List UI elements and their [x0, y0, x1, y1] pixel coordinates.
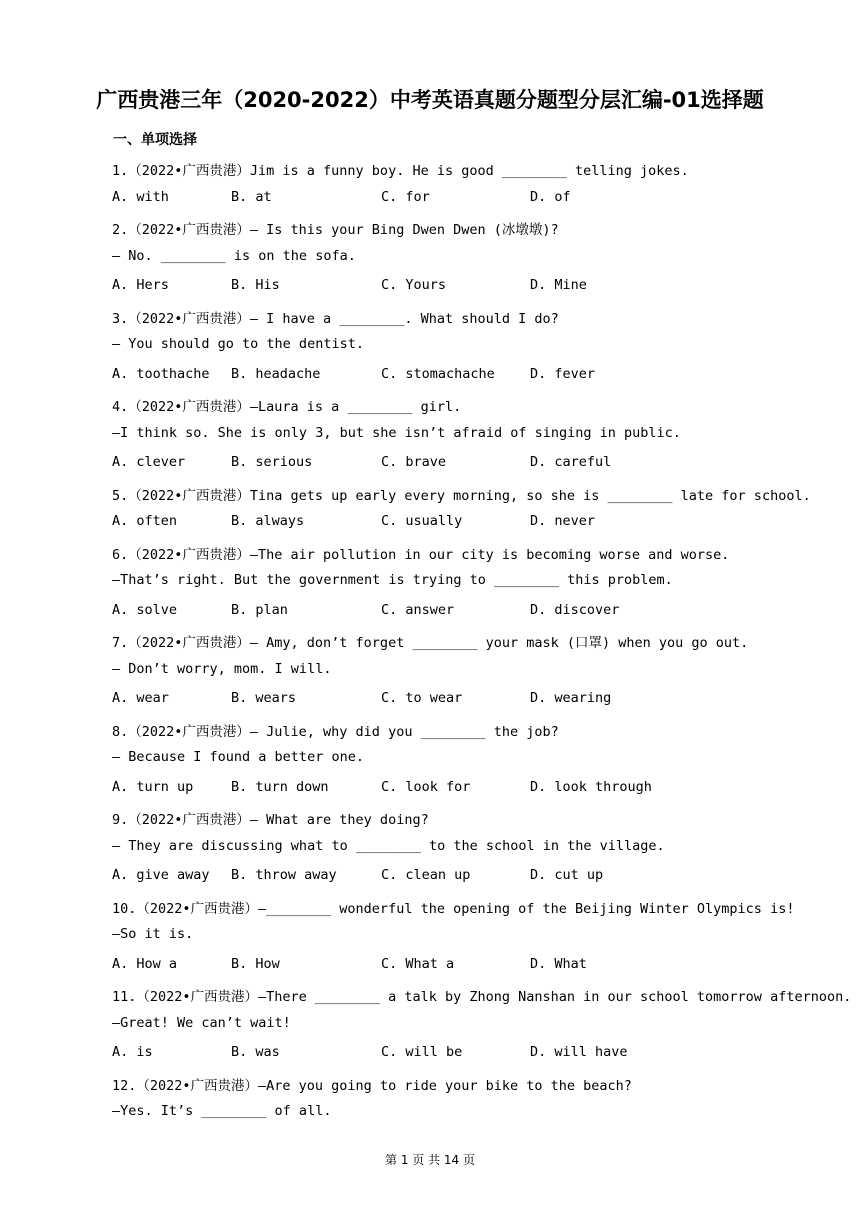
- question-stem: 8.（2022•广西贵港）— Julie, why did you ________ the job?: [112, 723, 559, 740]
- option-b: B. at: [231, 188, 272, 205]
- option-c: C. usually: [381, 513, 463, 529]
- page-footer: 第 1 页 共 14 页: [385, 1153, 475, 1167]
- question-stem: 9.（2022•广西贵港）— What are they doing?: [112, 812, 429, 828]
- question-line: —Yes. It’s ________ of all.: [112, 1103, 332, 1119]
- option-b: B. turn down: [231, 778, 329, 795]
- question-stem: 5.（2022•广西贵港）Tina gets up early every morning, so she is ________ late for school.: [112, 487, 811, 504]
- question-line: — Because I found a better one.: [112, 749, 364, 765]
- option-d: D. careful: [530, 454, 612, 470]
- option-a: A. give away: [112, 867, 210, 883]
- option-a: A. Hers: [112, 277, 169, 293]
- question-stem: 2.（2022•广西贵港）— Is this your Bing Dwen Dwen (冰墩墩)?: [112, 222, 559, 238]
- option-c: C. for: [381, 188, 430, 205]
- question-line: — Don’t worry, mom. I will.: [112, 660, 332, 677]
- option-a: A. is: [112, 1044, 153, 1060]
- option-d: D. discover: [530, 601, 620, 618]
- option-b: B. wears: [231, 690, 297, 706]
- option-b: B. was: [231, 1044, 280, 1060]
- option-b: B. How: [231, 955, 280, 972]
- section-heading: 一、单项选择: [113, 132, 197, 148]
- question-stem: 11.（2022•广西贵港）—There ________ a talk by Zhong Nanshan in our school tomorrow afternoon.: [112, 989, 852, 1005]
- option-a: A. with: [112, 188, 169, 205]
- option-d: D. What: [530, 955, 587, 972]
- option-a: A. wear: [112, 690, 169, 706]
- question-line: —That’s right. But the government is trying to ________ this problem.: [112, 572, 673, 588]
- option-c: C. Yours: [381, 277, 447, 293]
- question-line: — They are discussing what to ________ to the school in the village.: [112, 837, 665, 854]
- option-d: D. look through: [530, 778, 652, 795]
- option-c: C. clean up: [381, 867, 471, 883]
- option-d: D. will have: [530, 1044, 628, 1060]
- option-c: C. look for: [381, 778, 471, 795]
- option-b: B. always: [231, 513, 305, 529]
- option-b: B. serious: [231, 454, 313, 470]
- option-c: C. stomachache: [381, 365, 495, 382]
- option-c: C. to wear: [381, 690, 463, 706]
- question-stem: 1.（2022•广西贵港）Jim is a funny boy. He is good ________ telling jokes.: [112, 163, 689, 179]
- question-stem: 10.（2022•广西贵港）—________ wonderful the opening of the Beijing Winter Olympics is!: [112, 900, 795, 917]
- question-line: —So it is.: [112, 926, 194, 942]
- question-line: — No. ________ is on the sofa.: [112, 247, 356, 264]
- option-b: B. plan: [231, 601, 288, 618]
- option-d: D. never: [530, 513, 596, 529]
- option-a: A. How a: [112, 955, 178, 972]
- question-stem: 12.（2022•广西贵港）—Are you going to ride your bike to the beach?: [112, 1077, 632, 1094]
- option-c: C. brave: [381, 454, 447, 470]
- option-b: B. His: [231, 277, 280, 293]
- question-stem: 4.（2022•广西贵港）—Laura is a ________ girl.: [112, 399, 462, 415]
- option-c: C. will be: [381, 1044, 463, 1060]
- option-d: D. fever: [530, 365, 596, 382]
- question-stem: 3.（2022•广西贵港）— I have a ________. What should I do?: [112, 310, 559, 327]
- option-b: B. headache: [231, 365, 321, 382]
- question-line: —Great! We can’t wait!: [112, 1014, 291, 1031]
- option-c: C. What a: [381, 955, 455, 972]
- option-d: D. wearing: [530, 690, 612, 706]
- question-line: — You should go to the dentist.: [112, 336, 364, 352]
- option-b: B. throw away: [231, 867, 337, 883]
- option-d: D. of: [530, 188, 571, 205]
- option-a: A. often: [112, 513, 178, 529]
- question-stem: 7.（2022•广西贵港）— Amy, don’t forget ________ your mask (口罩) when you go out.: [112, 635, 749, 651]
- question-line: —I think so. She is only 3, but she isn’t afraid of singing in public.: [112, 424, 681, 441]
- option-c: C. answer: [381, 601, 455, 618]
- page-title: 广西贵港三年（2020-2022）中考英语真题分题型分层汇编-01选择题: [96, 88, 764, 112]
- option-d: D. cut up: [530, 867, 604, 883]
- option-d: D. Mine: [530, 277, 587, 293]
- question-stem: 6.（2022•广西贵港）—The air pollution in our city is becoming worse and worse.: [112, 546, 730, 563]
- option-a: A. clever: [112, 454, 186, 470]
- option-a: A. toothache: [112, 365, 210, 382]
- option-a: A. turn up: [112, 778, 194, 795]
- option-a: A. solve: [112, 601, 178, 618]
